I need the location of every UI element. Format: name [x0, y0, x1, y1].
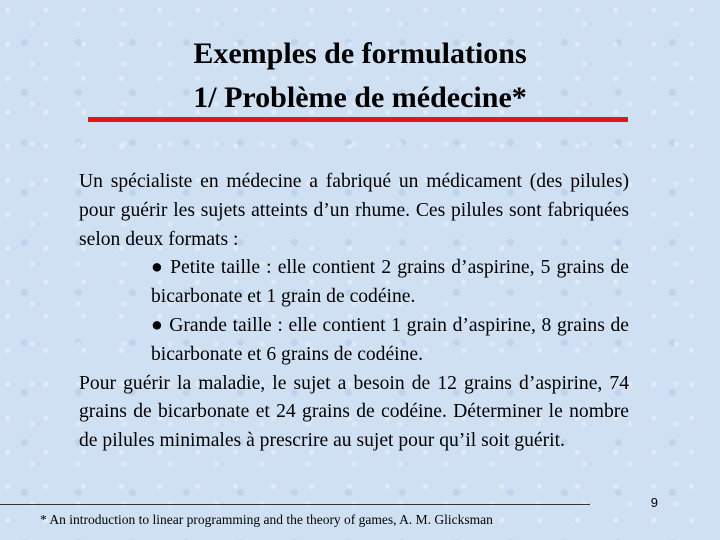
intro-paragraph: Un spécialiste en médecine a fabriqué un médicament (des pilules) pour guérir les sujets atteints d’un rhume. Ces pilules sont fabriquées selon deux formats : [79, 171, 629, 250]
page-number: 9 [650, 495, 658, 510]
conclusion-paragraph: Pour guérir la maladie, le sujet a besoin de 12 grains d’aspirine, 74 grains de bicarbonate et 24 grains de codéine. Déterminer le nombre de pilules minimales à prescrire au sujet pour qu’il soit guérit. [79, 372, 629, 452]
footnote-divider [0, 504, 590, 505]
footnote: * An introduction to linear programming and the theory of games, A. M. Glicksman [40, 512, 493, 527]
bullet-small-pill: ● Petite taille : elle contient 2 grains d’aspirine, 5 grains de bicarbonate et 1 grain de codéine. [151, 257, 629, 308]
bullet-large-pill: ● Grande taille : elle contient 1 grain d’aspirine, 8 grains de bicarbonate et 6 grains de codéine. [151, 314, 629, 365]
slide-title [90, 32, 630, 120]
title-underline [88, 117, 628, 122]
title-line-2: 1/ Problème de médecine* [193, 81, 527, 114]
problem-text [79, 168, 629, 456]
title-line-1: Exemples de formulations [193, 37, 527, 70]
